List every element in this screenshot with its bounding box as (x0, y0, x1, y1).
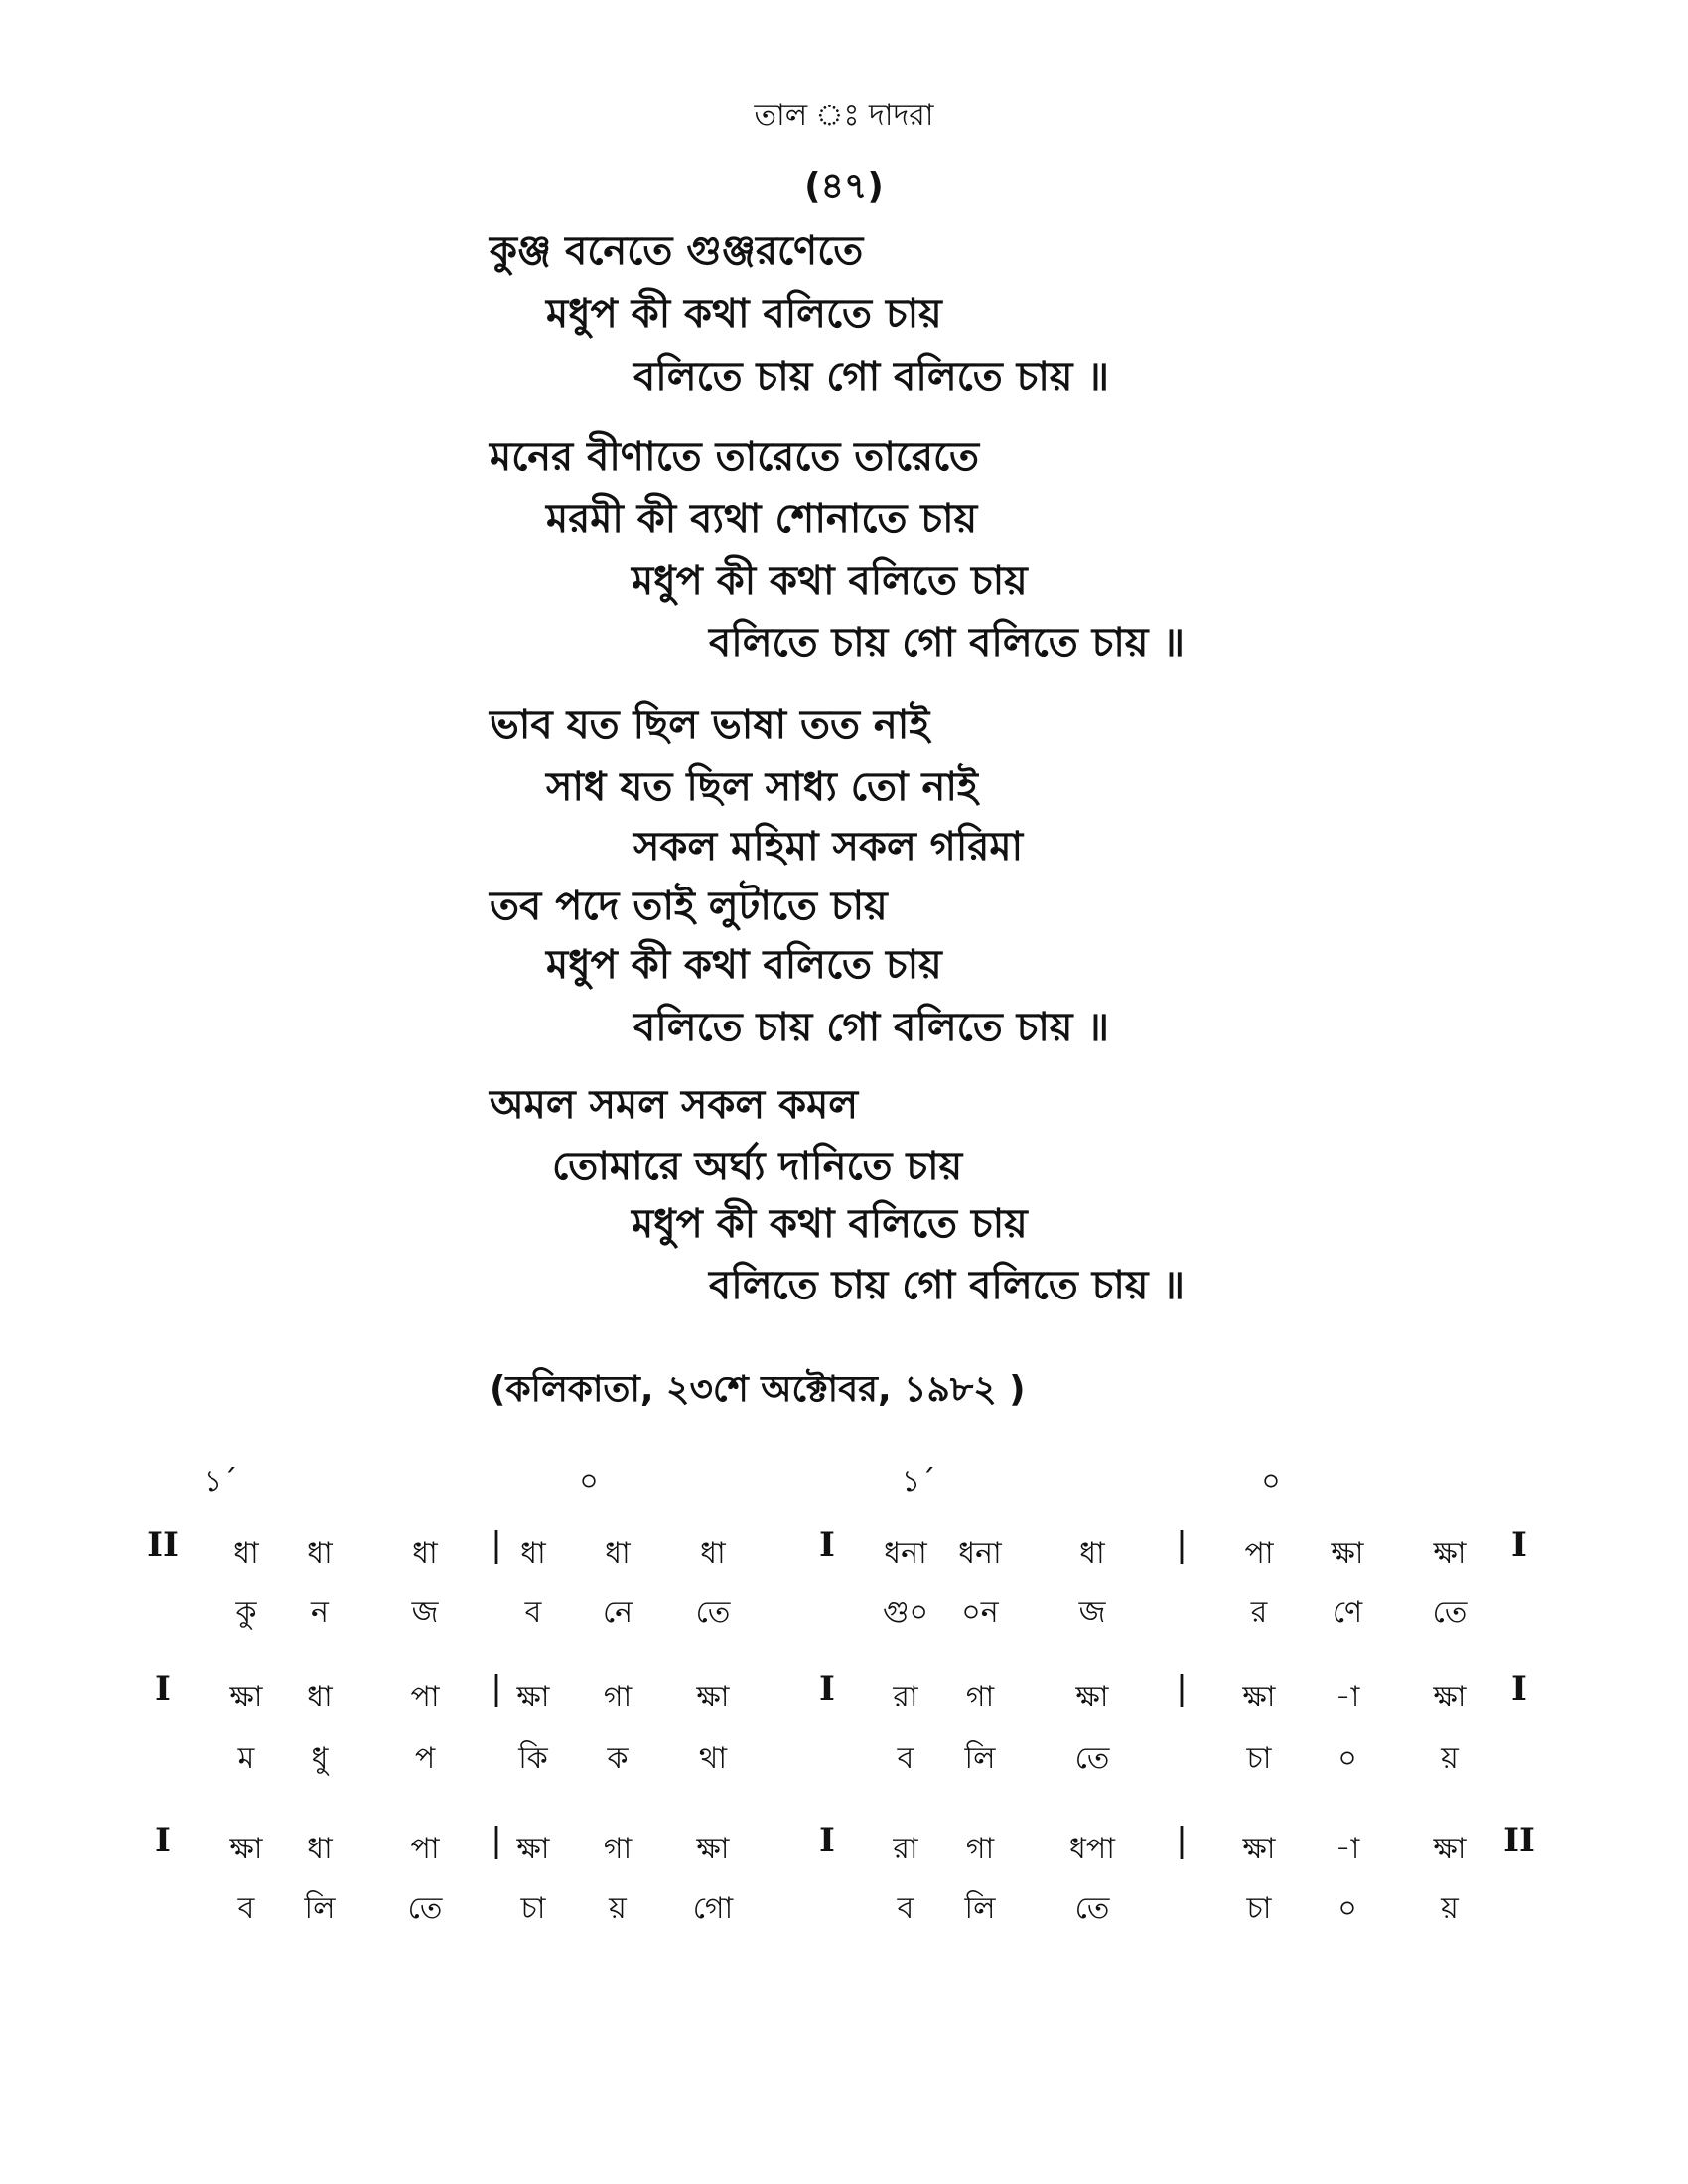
lyric-line: মধুপ কী কথা বলিতে চায় (546, 942, 942, 988)
bani-syllable: তে (1074, 1891, 1110, 1926)
bani-syllable: লি (304, 1891, 336, 1926)
lyric-line: অমল সমল সকল কমল (490, 1082, 859, 1128)
tala-mark: ০ (1261, 1464, 1281, 1499)
bani-syllable: তে (407, 1891, 443, 1926)
tala-mark: ১´ (901, 1464, 936, 1499)
bani-syllable: থা (698, 1741, 728, 1776)
lyric-line: মধুপ কী কথা বলিতে চায় (546, 291, 942, 337)
bar-line: | (491, 1821, 502, 1860)
bani-syllable: য় (1441, 1741, 1459, 1776)
tala-heading: তাল ঃ দাদরা (754, 98, 934, 133)
bani-syllable: র (1250, 1595, 1268, 1630)
swara-note: ধা (700, 1536, 726, 1570)
bani-syllable: চা (1246, 1741, 1272, 1776)
bani-syllable: কু (235, 1595, 257, 1630)
bar-line: I (819, 1669, 835, 1708)
bani-syllable: লি (964, 1741, 996, 1776)
lyric-line: বলিতে চায় গো বলিতে চায় ॥ (709, 620, 1185, 666)
swara-note: ক্ষা (516, 1680, 550, 1714)
swara-note: ধনা (884, 1536, 927, 1570)
lyric-line: তোমারে অর্ঘ্য দানিতে চায় (552, 1144, 963, 1189)
lyric-line: সকল মহিমা সকল গরিমা (633, 824, 1024, 870)
bani-syllable: তে (1074, 1741, 1110, 1776)
swara-note: ক্ষা (696, 1832, 730, 1866)
bar-line: | (491, 1669, 502, 1708)
bar-line: | (1176, 1821, 1188, 1860)
swara-note: ক্ষা (696, 1680, 730, 1714)
swara-note: গা (965, 1680, 995, 1714)
lyric-line: বলিতে চায় গো বলিতে চায় ॥ (633, 1005, 1109, 1050)
swara-note: ক্ষা (1433, 1832, 1467, 1866)
bani-syllable: চা (1246, 1891, 1272, 1926)
bani-syllable: গু০ (882, 1595, 929, 1630)
bani-syllable: চা (520, 1891, 546, 1926)
bani-syllable: ণে (1332, 1595, 1363, 1630)
lyric-line: সাধ যত ছিল সাধ্য তো নাই (546, 764, 978, 810)
lyric-line: কুঞ্জ বনেতে গুঞ্জরণেতে (490, 228, 864, 274)
bani-syllable: লি (964, 1891, 996, 1926)
bani-syllable: ক (607, 1741, 629, 1776)
bar-line: I (1511, 1669, 1527, 1708)
bani-syllable: ০ন (961, 1595, 999, 1630)
lyric-line: মধুপ কী কথা বলিতে চায় (632, 558, 1028, 604)
swara-note: ধা (1079, 1536, 1105, 1570)
bani-syllable: গো (692, 1891, 734, 1926)
tala-mark: ০ (579, 1464, 599, 1499)
lyric-line: ভাব যত ছিল ভাষা তত নাই (490, 702, 930, 748)
lyric-line: বলিতে চায় গো বলিতে চায় ॥ (709, 1263, 1185, 1308)
bani-syllable: কি (518, 1741, 548, 1776)
swara-note: ক্ষা (1075, 1680, 1109, 1714)
swara-note: রা (893, 1832, 918, 1866)
swara-note: ধপা (1069, 1832, 1115, 1866)
swara-note: গা (965, 1832, 995, 1866)
bar-line: | (1176, 1669, 1188, 1708)
swara-note: ধা (520, 1536, 546, 1570)
swara-note: ক্ষা (229, 1680, 263, 1714)
bani-syllable: ০ (1337, 1891, 1357, 1926)
bani-syllable: জ (411, 1595, 439, 1630)
lyric-line: মধুপ কী কথা বলিতে চায় (632, 1201, 1028, 1247)
bani-syllable: ব (524, 1595, 542, 1630)
lyric-line: মনের বীণাতে তারেতে তারেতে (490, 434, 980, 479)
bani-syllable: তে (1432, 1595, 1468, 1630)
bar-line: | (1176, 1525, 1188, 1565)
swara-note: ধা (307, 1536, 333, 1570)
swara-note: ক্ষা (1242, 1832, 1276, 1866)
swara-note: ধা (412, 1536, 438, 1570)
swara-note: ধা (605, 1536, 631, 1570)
swara-note: ক্ষা (516, 1832, 550, 1866)
tala-mark: ১´ (203, 1464, 238, 1499)
bani-syllable: ব (897, 1891, 914, 1926)
bani-syllable: প (414, 1741, 436, 1776)
lyric-line: তব পদে তাই লুটাতে চায় (490, 884, 888, 929)
swara-note: ধা (307, 1832, 333, 1866)
bani-syllable: ধু (311, 1741, 329, 1776)
bani-syllable: য় (609, 1891, 627, 1926)
swara-note: ক্ষা (229, 1832, 263, 1866)
swara-note: পা (1244, 1536, 1274, 1570)
bani-syllable: জ (1078, 1595, 1106, 1630)
swara-note: পা (410, 1832, 440, 1866)
swara-note: ধা (233, 1536, 259, 1570)
swara-note: গা (603, 1832, 633, 1866)
bar-line: I (155, 1669, 171, 1708)
bar-line: | (491, 1525, 502, 1565)
swara-note: ধা (307, 1680, 333, 1714)
swara-note: ক্ষা (1331, 1536, 1364, 1570)
bar-line: I (1511, 1525, 1527, 1565)
bar-line: I (155, 1821, 171, 1860)
swara-note: ধনা (958, 1536, 1002, 1570)
bani-syllable: নে (602, 1595, 633, 1630)
swara-note: ক্ষা (1242, 1680, 1276, 1714)
swara-note: ক্ষা (1433, 1680, 1467, 1714)
swara-note: -া (1335, 1680, 1360, 1714)
swara-note: গা (603, 1680, 633, 1714)
bani-syllable: ম (237, 1741, 255, 1776)
bar-line: II (1503, 1821, 1535, 1860)
bar-line: II (147, 1525, 179, 1565)
lyric-line: মরমী কী ব্যথা শোনাতে চায় (546, 496, 978, 542)
bar-line: I (819, 1821, 835, 1860)
bar-line: I (819, 1525, 835, 1565)
place-date: (কলিকাতা, ২৩শে অক্টোবর, ১৯৮২ ) (490, 1369, 1026, 1410)
song-number: (৪৭) (804, 166, 884, 206)
lyric-line: বলিতে চায় গো বলিতে চায় ॥ (633, 354, 1109, 400)
swara-note: -া (1335, 1832, 1360, 1866)
swara-note: রা (893, 1680, 918, 1714)
bani-syllable: ০ (1337, 1741, 1357, 1776)
bani-syllable: ব (897, 1741, 914, 1776)
bani-syllable: তে (695, 1595, 731, 1630)
bani-syllable: ন (311, 1595, 329, 1630)
bani-syllable: ব (237, 1891, 255, 1926)
bani-syllable: য় (1441, 1891, 1459, 1926)
swara-note: পা (410, 1680, 440, 1714)
swara-note: ক্ষা (1433, 1536, 1467, 1570)
